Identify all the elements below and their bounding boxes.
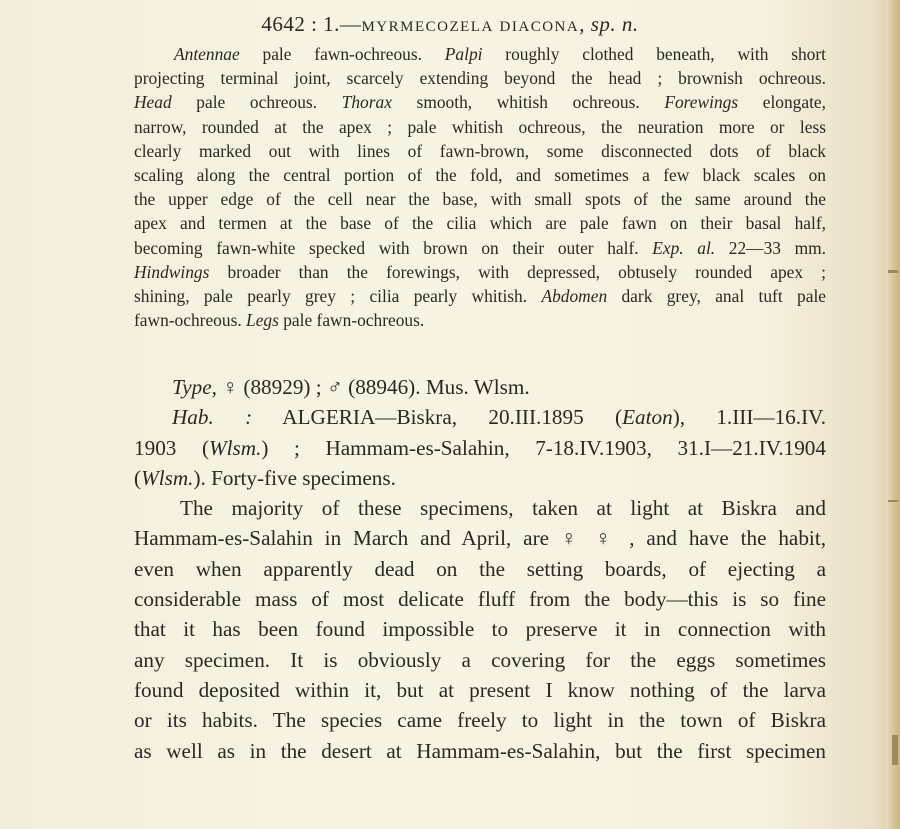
description-line [134,163,826,187]
text-run: ALGERIA—Biskra, 20.III.1895 ( [252,405,623,430]
description-line [134,115,826,139]
italic-term: Eaton [622,405,673,430]
text-run: broader than the forewings, with depressed, obtusely rounded apex ; [209,261,826,282]
text-run: ) ; Hammam-es-Salahin, 7-18.IV.1903, 31.I—21.IV.1904 [261,435,826,460]
note-line: that it has been found impossible to preserve it in connection with [134,617,826,642]
italic-term: Forewings [664,92,739,113]
note-line: found deposited within it, but at present I know nothing of the larva [134,677,826,702]
text-run: 22—33 mm. [715,237,827,258]
text-run: elongate, [738,92,826,113]
text-run: ), 1.III—16.IV. [672,405,826,430]
italic-term: Head [134,92,172,113]
edge-mark [892,735,898,765]
description-line [134,308,826,332]
description-line [134,139,826,163]
habitat-line [134,402,826,432]
text-run: shining, pale pearly grey ; cilia pearly whitish. [134,285,542,306]
text-run: the upper edge of the cell near the base, with small spots of the same around the [134,189,826,210]
description-line [134,236,826,260]
description-line [134,211,826,235]
description-line [134,284,826,308]
note-line: any specimen. It is obviously a covering for the eggs sometimes [134,647,826,672]
text-run: 1903 ( [134,435,209,460]
text-run: apex and termen at the base of the cilia which are pale fawn on their basal half, [134,213,826,234]
text-run: ). Forty-five specimens. [193,465,396,490]
page-edge [886,0,900,829]
italic-term: Legs [246,310,279,331]
habitat-line [134,433,826,463]
italic-term: Wlsm. [141,465,194,490]
heading-number: 4642 : 1.— [261,12,362,36]
text-run: roughly clothed beneath, with short [482,44,826,64]
italic-term: Exp. al. [652,237,716,258]
text-run: pale fawn-ochreous. [278,310,425,331]
text-run: becoming fawn-white specked with brown on their outer half. [134,237,653,258]
note-line: even when apparently dead on the setting boards, of ejecting a [134,556,826,581]
heading-abbrev: sp. n. [590,12,639,36]
text-run: pale ochreous. [171,92,342,113]
type-line [134,372,826,402]
heading-genus: MYRMECOZELA [361,19,494,35]
specimen-details [134,372,826,766]
text-run: pale fawn-ochreous. [239,44,445,64]
text-run: ( [134,465,142,490]
description-line [134,42,826,66]
italic-term: Abdomen [541,285,608,306]
note-line: considerable mass of most delicate fluff from the body—this is so fine [134,587,826,612]
description-line [134,260,826,284]
italic-term: Palpi [444,44,483,64]
text-run: narrow, rounded at the apex ; pale whitish ochreous, the neuration more or less [134,116,826,137]
text-run: dark grey, anal tuft pale [607,285,826,306]
note-line: The majority of these specimens, taken at light at Biskra and [180,496,826,521]
description-line [134,90,826,114]
note-line: or its habits. The species came freely to light in the town of Biskra [134,708,826,733]
italic-term: Hab. : [172,405,253,430]
text-run: fawn-ochreous. [134,310,247,331]
habitat-line [134,463,826,493]
description-line [134,187,826,211]
text-run: clearly marked out with lines of fawn-brown, some disconnected dots of black [134,140,826,161]
description-line [134,66,826,90]
heading-species: DIACONA [499,19,580,35]
species-heading: 4642 : 1.—MYRMECOZELA DIACONA, sp. n. [261,12,639,36]
text-run: , ♀ (88929) ; ♂ (88946). Mus. Wlsm. [211,375,530,399]
species-description [134,42,826,332]
text-run: scaling along the central portion of the fold, and sometimes a few black scales on [134,164,826,185]
italic-term: Thorax [341,92,392,113]
italic-term: Type [172,375,212,399]
edge-mark [888,270,898,273]
note-line: Hammam-es-Salahin in March and April, are ♀ ♀ , and have the habit, [134,526,826,551]
edge-mark [888,500,898,502]
note-line: as well as in the desert at Hammam-es-Salahin, but the first specimen [134,738,826,763]
italic-term: Antennae [174,44,240,64]
text-run: smooth, whitish ochreous. [391,92,665,113]
text-run: projecting terminal joint, scarcely extending beyond the head ; brownish ochreous. [134,68,826,89]
italic-term: Hindwings [134,261,210,282]
italic-term: Wlsm. [209,435,262,460]
